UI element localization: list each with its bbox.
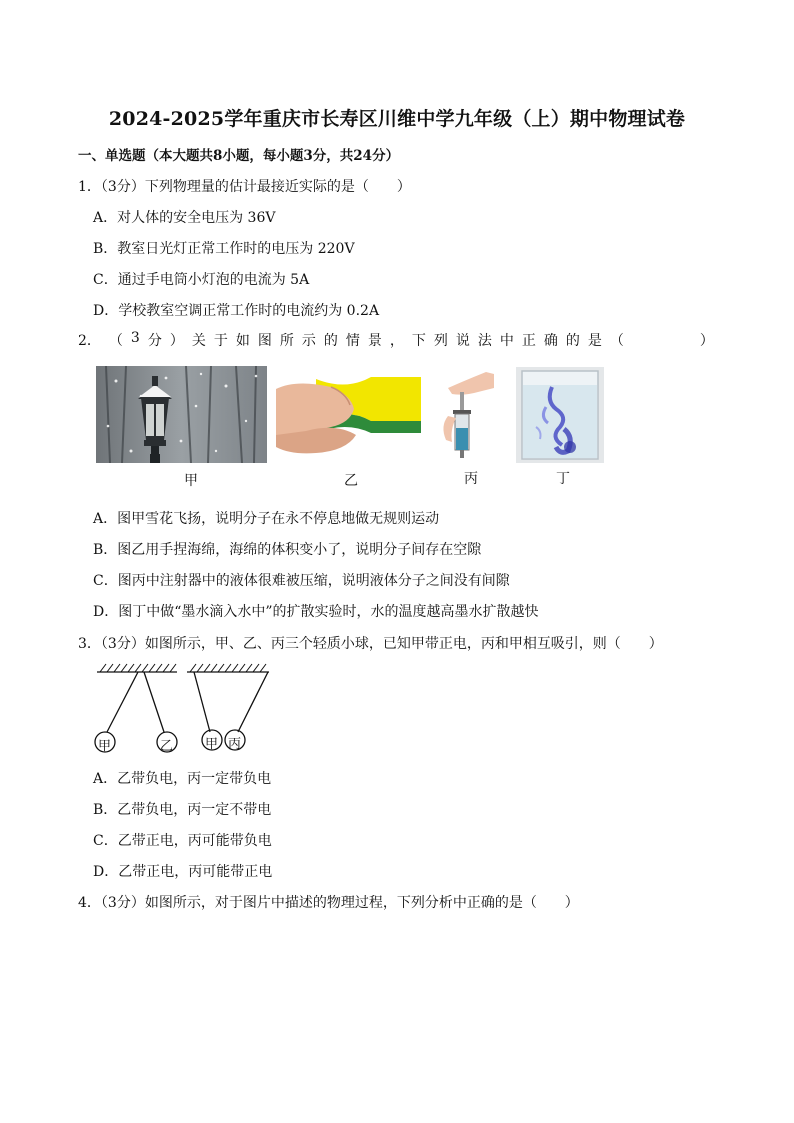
figure-ding-ink-water bbox=[516, 367, 604, 463]
caption-ding: 丁 bbox=[556, 471, 570, 487]
ball-label-yi: 乙 bbox=[160, 739, 174, 754]
ball-label-jia-left: 甲 bbox=[98, 739, 112, 754]
section-heading: 一、单选题（本大题共8小题，每小题3分，共24分） bbox=[78, 148, 400, 164]
question-3-option-b: B．乙带负电，丙一定不带电 bbox=[93, 802, 272, 818]
question-3-option-a: A．乙带负电，丙一定带负电 bbox=[93, 771, 272, 787]
figure-yi-sponge bbox=[276, 369, 421, 463]
question-1-stem: 1．（3分）下列物理量的估计最接近实际的是（ ） bbox=[78, 179, 411, 195]
question-2-option-a: A．图甲雪花飞扬，说明分子在永不停息地做无规则运动 bbox=[93, 511, 440, 527]
question-1-option-d: D．学校教室空调正常工作时的电流约为 0.2A bbox=[93, 303, 380, 319]
question-1-option-a: A．对人体的安全电压为 36V bbox=[93, 210, 276, 226]
figure-charged-balls bbox=[92, 660, 277, 756]
figure-jia-snow-lamp bbox=[96, 366, 267, 463]
question-2-option-d: D．图丁中做“墨水滴入水中”的扩散实验时，水的温度越高墨水扩散越快 bbox=[93, 604, 539, 620]
ball-label-jia-right: 甲 bbox=[205, 737, 219, 752]
question-3-option-c: C．乙带正电，丙可能带负电 bbox=[93, 833, 272, 849]
figure-bing-syringe bbox=[436, 366, 496, 462]
exam-title: 2024-2025学年重庆市长寿区川维中学九年级（上）期中物理试卷 bbox=[108, 108, 686, 130]
question-1-option-b: B．教室日光灯正常工作时的电压为 220V bbox=[93, 241, 355, 257]
caption-jia: 甲 bbox=[184, 473, 198, 489]
question-4-stem: 4．（3分）如图所示，对于图片中描述的物理过程，下列分析中正确的是（ ） bbox=[78, 895, 579, 911]
question-2-stem: 2． （ 3 分 ） 关 于 如 图 所 示 的 情 景 ， 下 列 说 法 中 正 确 的 是 （ ） bbox=[78, 330, 714, 349]
question-2-option-c: C．图丙中注射器中的液体很难被压缩，说明液体分子之间没有间隙 bbox=[93, 573, 510, 589]
caption-bing: 丙 bbox=[464, 471, 478, 487]
ball-label-bing: 丙 bbox=[228, 737, 242, 752]
question-3-option-d: D．乙带正电，丙可能带正电 bbox=[93, 864, 273, 880]
caption-yi: 乙 bbox=[344, 473, 358, 489]
question-3-stem: 3．（3分）如图所示，甲、乙、丙三个轻质小球，已知甲带正电，丙和甲相互吸引，则（ ） bbox=[78, 636, 663, 652]
question-1-option-c: C．通过手电筒小灯泡的电流为 5A bbox=[93, 272, 310, 288]
question-2-option-b: B．图乙用手捏海绵，海绵的体积变小了，说明分子间存在空隙 bbox=[93, 542, 482, 558]
